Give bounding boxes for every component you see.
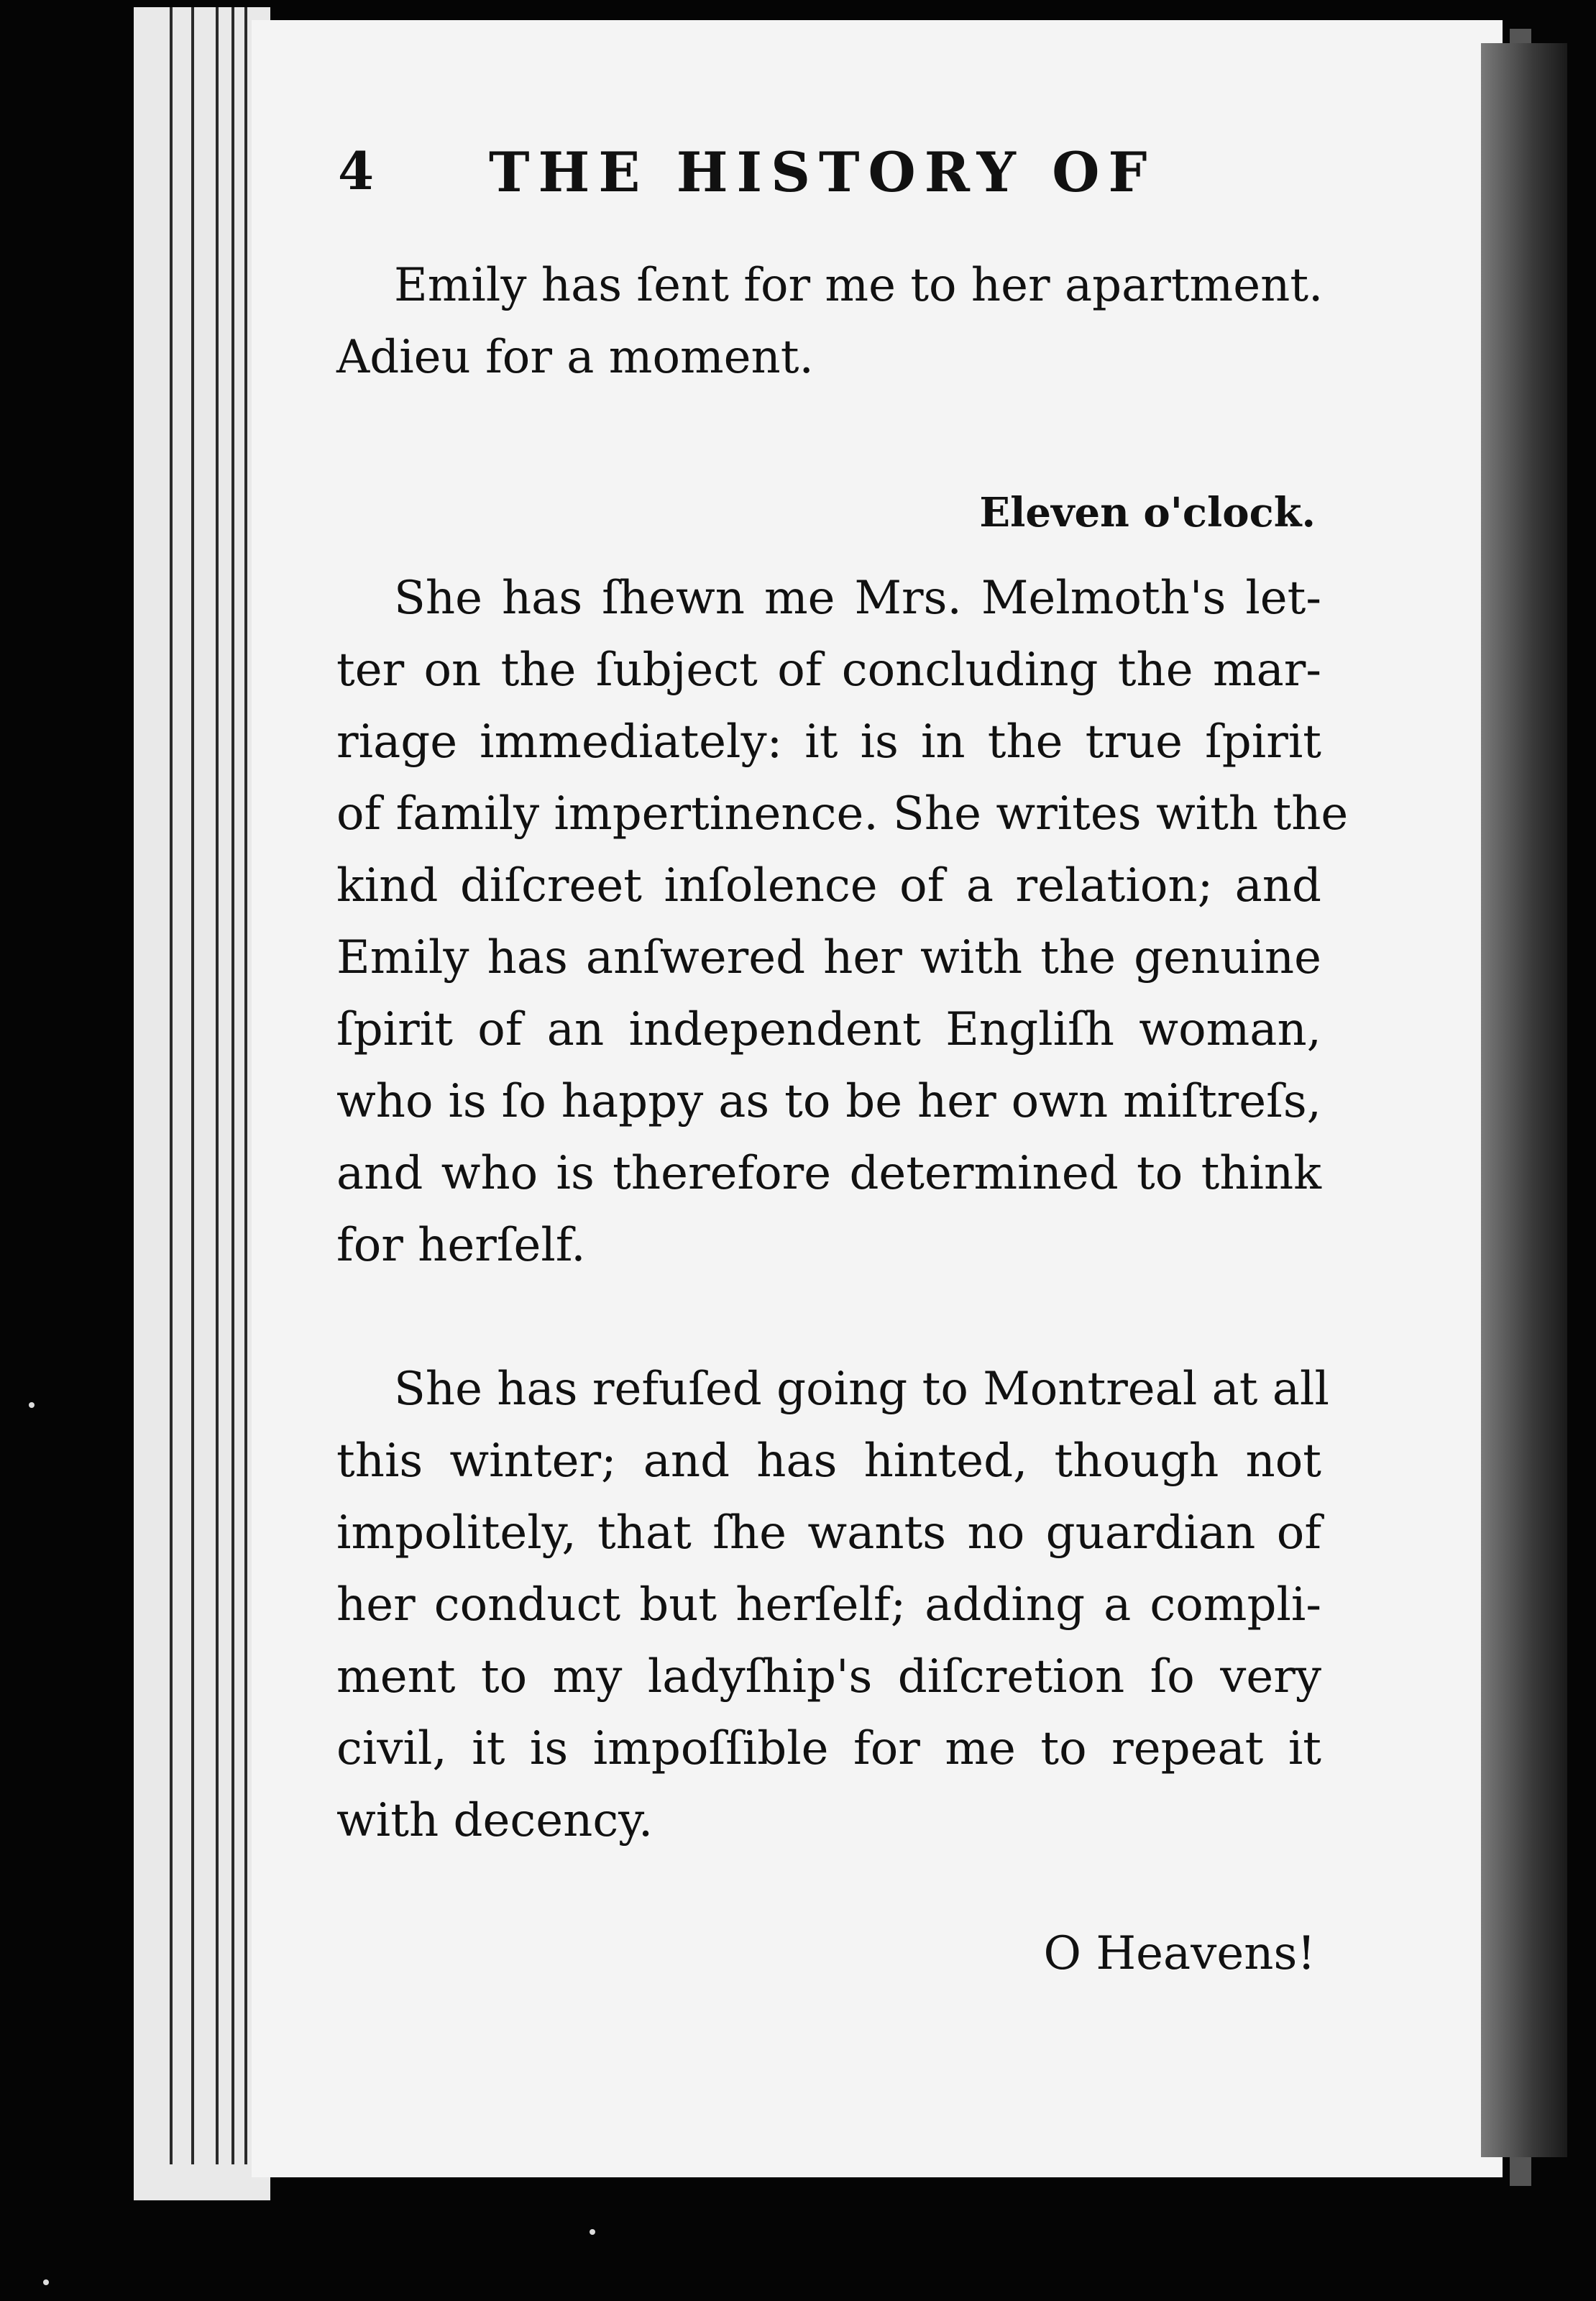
text-line: who is ſo happy as to be her own miſtreſs,	[336, 1075, 1321, 1128]
text-line: ſpirit of an independent Engliſh woman,	[336, 1003, 1321, 1056]
page-edge-line	[231, 7, 234, 2164]
dust-speck	[43, 2279, 49, 2285]
page-edge-line	[244, 7, 247, 2164]
page-number: 4	[338, 140, 375, 201]
text-line: her conduct but herſelf; adding a compli-	[336, 1578, 1321, 1632]
text-line: impolitely, that ſhe wants no guardian of	[336, 1506, 1321, 1560]
text-line: ter on the ſubject of concluding the mar-	[336, 644, 1321, 697]
text-line: She has ſhewn me Mrs. Melmoth's let-	[394, 572, 1321, 625]
dust-speck	[590, 2229, 595, 2235]
text-line: this winter; and has hinted, though not	[336, 1435, 1321, 1488]
text-line: Adieu for a moment.	[336, 331, 814, 384]
text-line: of family impertinence. She writes with the	[336, 787, 1349, 841]
text-line: ment to my ladyſhip's diſcretion ſo very	[336, 1650, 1321, 1703]
next-page-shadow	[1481, 43, 1567, 2157]
text-line: Emily has anſwered her with the genuine	[336, 931, 1321, 984]
text-line: civil, it is impoſſible for me to repeat it	[336, 1722, 1321, 1775]
page-edge-line	[191, 7, 194, 2164]
text-line: for herſelf.	[336, 1219, 586, 1272]
text-line: kind diſcreet inſolence of a relation; and	[336, 859, 1321, 912]
page-edge-line	[170, 7, 173, 2164]
time-stamp: Eleven o'clock.	[979, 489, 1316, 536]
signoff: O Heavens!	[1043, 1927, 1316, 1980]
text-line: with decency.	[336, 1794, 653, 1847]
text-line: Emily has ſent for me to her apartment.	[394, 259, 1324, 312]
page-edge-line	[216, 7, 219, 2164]
text-line: She has refuſed going to Montreal at all	[394, 1363, 1329, 1416]
text-line: riage immediately: it is in the true ſpirit	[336, 715, 1321, 769]
running-head: THE HISTORY OF	[489, 140, 1156, 204]
dust-speck	[29, 1402, 35, 1408]
page-edges	[134, 7, 270, 2200]
text-line: and who is therefore determined to think	[336, 1147, 1321, 1200]
